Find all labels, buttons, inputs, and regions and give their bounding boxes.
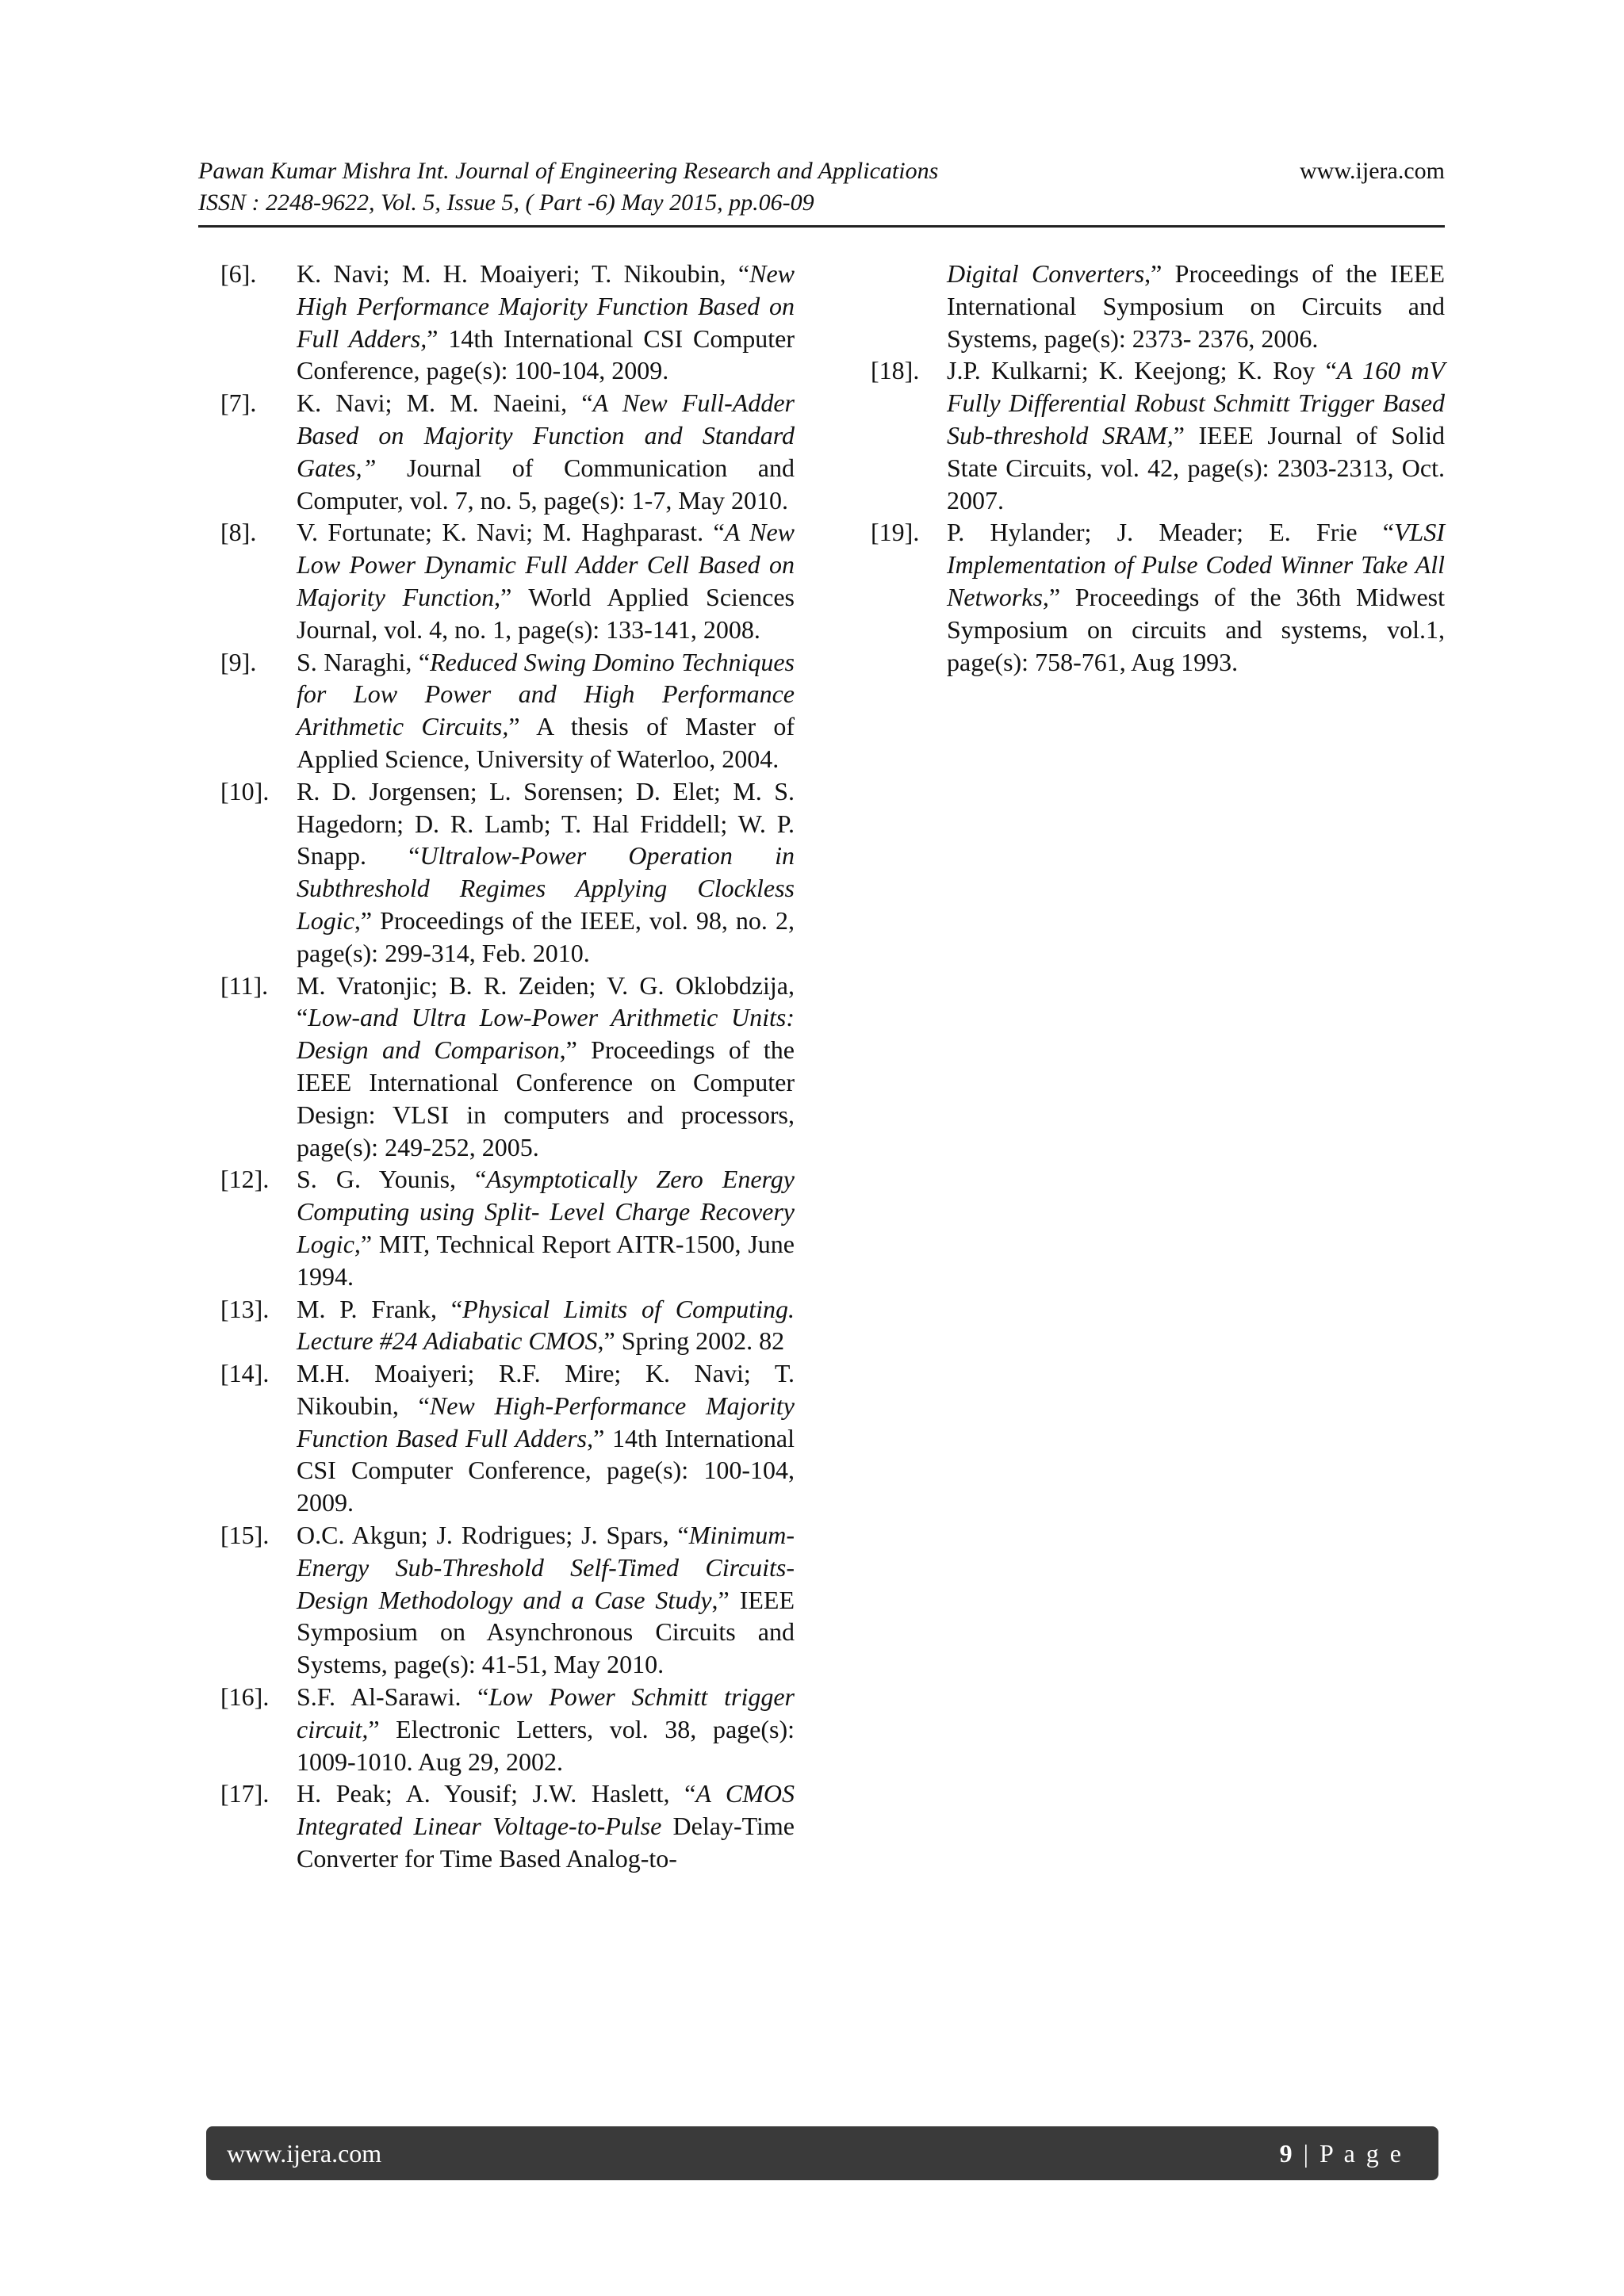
reference-authors: S. Naraghi, “ <box>297 647 431 676</box>
reference-item <box>866 354 1445 516</box>
reference-item <box>216 516 795 645</box>
reference-authors: M. Vratonjic; B. R. Zeiden; V. G. Oklobdzija, “ <box>297 970 795 1032</box>
reference-details: ,” 14th International CSI Computer Conference, page(s): 100-104, 2009. <box>297 1423 795 1517</box>
reference-details: ” Proceedings of the 36th Midwest Symposium on circuits and systems, vol.1, page(s): 758-761, Aug 1993. <box>947 582 1445 676</box>
reference-number: [10]. <box>220 776 270 806</box>
page-label: | P a g e <box>1294 2139 1404 2168</box>
reference-authors: K. Navi; M. M. Naeini, “ <box>297 388 593 418</box>
reference-item <box>216 1293 795 1358</box>
reference-authors: H. Peak; A. Yousif; J.W. Haslett, “ <box>297 1779 696 1808</box>
reference-title: Minimum-Energy Sub-Threshold Self-Timed Circuits- Design Methodology and a Case Study <box>297 1521 795 1614</box>
reference-authors: S. G. Younis, “ <box>297 1165 487 1194</box>
reference-title: Low Power Schmitt trigger circuit, <box>297 1682 795 1743</box>
reference-item <box>216 1163 795 1292</box>
reference-number: [6]. <box>220 259 257 288</box>
reference-details: ” A thesis of Master of Applied Science, University of Waterloo, 2004. <box>297 712 795 773</box>
page-footer <box>206 2126 1438 2180</box>
reference-title: A New Full-Adder Based on Majority Function and Standard Gates,” <box>297 388 795 482</box>
reference-details: ” MIT, Technical Report AITR-1500, June 1994. <box>297 1229 795 1291</box>
reference-title: New High-Performance Majority Function Based Full Adders <box>297 1391 795 1452</box>
reference-item <box>216 387 795 516</box>
reference-title: VLSI Implementation of Pulse Coded Winner Take All Networks, <box>947 518 1445 611</box>
reference-item <box>216 646 795 775</box>
reference-authors: O.C. Akgun; J. Rodrigues; J. Spars, “ <box>297 1521 689 1550</box>
reference-number: [11]. <box>220 970 269 1000</box>
reference-details: ” 14th International CSI Computer Conference, page(s): 100-104, 2009. <box>297 323 795 385</box>
references-left-column <box>216 258 795 1875</box>
reference-number: [17]. <box>220 1779 270 1808</box>
issn-line: ISSN : 2248-9622, Vol. 5, Issue 5, ( Part -6) May 2015, pp.06-09 <box>198 189 814 216</box>
reference-item <box>866 516 1445 678</box>
reference-item <box>216 1681 795 1777</box>
reference-authors: M. P. Frank, “ <box>297 1294 463 1323</box>
reference-details: ,” Proceedings of the IEEE International Conference on Computer Design: VLSI in computers and processors, page(s): 249-252, 2005. <box>297 1035 795 1161</box>
reference-item <box>216 775 795 970</box>
reference-authors: V. Fortunate; K. Navi; M. Haghparast. “ <box>297 518 725 547</box>
reference-item <box>216 1357 795 1519</box>
running-header <box>198 155 1445 228</box>
reference-title: Low-and Ultra Low-Power Arithmetic Units: Design and Comparison <box>297 1003 795 1065</box>
reference-details: ,” Proceedings of the IEEE International Symposium on Circuits and Systems, page(s): 2373- 2376, 2006. <box>947 259 1446 353</box>
reference-item <box>216 1519 795 1681</box>
reference-number: [18]. <box>871 356 920 385</box>
reference-authors: P. Hylander; J. Meader; E. Frie “ <box>947 518 1394 547</box>
reference-number: [15]. <box>220 1521 270 1550</box>
reference-number: [9]. <box>220 647 257 676</box>
reference-title: Reduced Swing Domino Techniques for Low Power and High Performance Arithmetic Circuits, <box>297 647 795 741</box>
page-number: 9 <box>1279 2139 1295 2168</box>
reference-item <box>216 1777 795 1874</box>
reference-item <box>216 258 795 387</box>
reference-number: [14]. <box>220 1359 270 1388</box>
reference-authors: R. D. Jorgensen; L. Sorensen; D. Elet; M. S. Hagedorn; D. R. Lamb; T. Hal Friddell; W. P. Snapp. “ <box>297 776 795 871</box>
reference-authors: K. Navi; M. H. Moaiyeri; T. Nikoubin, “ <box>297 259 750 288</box>
reference-details: ,” IEEE Symposium on Asynchronous Circuits and Systems, page(s): 41-51, May 2010. <box>297 1585 795 1679</box>
reference-title: Ultralow-Power Operation in Subthreshold Regimes Applying Clockless Logic <box>297 841 795 935</box>
journal-name: Pawan Kumar Mishra Int. Journal of Engineering Research and Applications <box>198 158 939 184</box>
reference-title: Physical Limits of Computing. Lecture #24 Adiabatic CMOS <box>297 1294 795 1356</box>
reference-continuation <box>866 258 1445 354</box>
reference-title: Digital Converters <box>947 259 1145 288</box>
page-number-label <box>1280 2126 1404 2180</box>
reference-details: Delay-Time Converter for Time Based Analog-to- <box>297 1812 795 1873</box>
reference-number: [16]. <box>220 1682 270 1712</box>
reference-title: New High Performance Majority Function Based on Full Adders, <box>297 259 795 353</box>
reference-authors: J.P. Kulkarni; K. Keejong; K. Roy “ <box>947 356 1337 385</box>
reference-number: [13]. <box>220 1294 270 1323</box>
reference-details: Journal of Communication and Computer, vol. 7, no. 5, page(s): 1-7, May 2010. <box>297 453 795 515</box>
reference-authors: S.F. Al-Sarawi. “ <box>297 1682 489 1712</box>
reference-item <box>216 970 795 1164</box>
reference-title: A New Low Power Dynamic Full Adder Cell Based on Majority Function <box>297 518 795 611</box>
reference-details: ,” Proceedings of the IEEE, vol. 98, no. 2, page(s): 299-314, Feb. 2010. <box>297 905 795 967</box>
reference-title: Asymptotically Zero Energy Computing using Split- Level Charge Recovery Logic, <box>297 1165 795 1258</box>
journal-website[interactable]: www.ijera.com <box>1300 158 1445 184</box>
reference-details: ” Electronic Letters, vol. 38, page(s): 1009-1010. Aug 29, 2002. <box>297 1714 795 1776</box>
reference-number: [7]. <box>220 388 257 418</box>
reference-details: ,” Spring 2002. 82 <box>597 1326 785 1356</box>
reference-authors: M.H. Moaiyeri; R.F. Mire; K. Navi; T. Nikoubin, “ <box>297 1359 795 1420</box>
reference-title: A CMOS Integrated Linear Voltage-to-Pulse <box>297 1779 795 1841</box>
reference-number: [12]. <box>220 1165 270 1194</box>
reference-number: [8]. <box>220 518 257 547</box>
references-right-column <box>866 258 1445 678</box>
footer-website[interactable]: www.ijera.com <box>227 2139 382 2168</box>
reference-details: ” IEEE Journal of Solid State Circuits, vol. 42, page(s): 2303-2313, Oct. 2007. <box>947 420 1446 515</box>
reference-title: A 160 mV Fully Differential Robust Schmitt Trigger Based Sub-threshold SRAM, <box>947 356 1446 450</box>
reference-details: ,” World Applied Sciences Journal, vol. 4, no. 1, page(s): 133-141, 2008. <box>297 582 795 644</box>
reference-number: [19]. <box>871 518 920 547</box>
